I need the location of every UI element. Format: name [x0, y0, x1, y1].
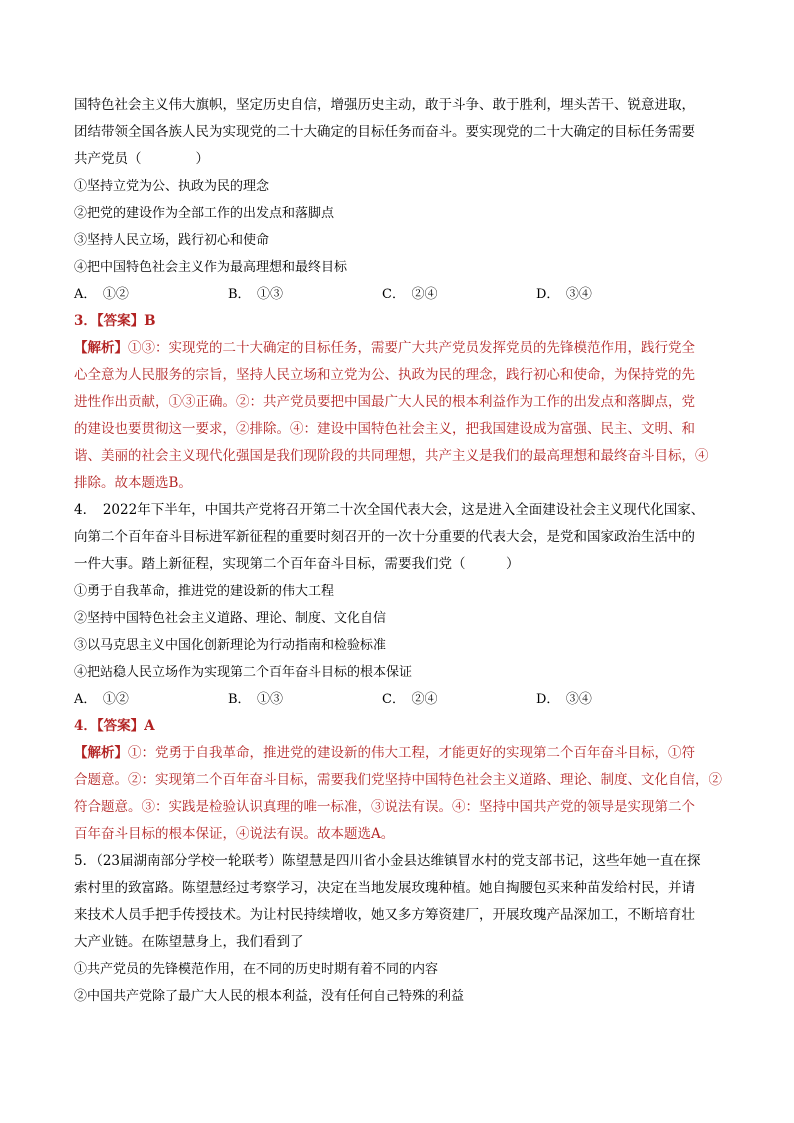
analysis-line: 符合题意。③：实践是检验认识真理的唯一标准，③说法有误。④：坚持中国共产党的领导是实现第二个: [74, 799, 695, 815]
question-5: [74, 848, 724, 1010]
option-c: C． ②④: [382, 692, 438, 707]
analysis-text: ①③：实现党的二十大确定的目标任务，需要广大共产党员发挥党员的先锋模范作用，践行党全: [128, 340, 695, 356]
answer-options: [74, 686, 724, 713]
analysis-line: 心全意为人民服务的宗旨，坚持人民立场和立党为公、执政为民的理念，践行初心和使命，为保持党的先: [74, 367, 695, 383]
answer-label: 3．【答案】B: [74, 313, 156, 329]
option-b: B． ①③: [228, 692, 284, 707]
question-stem-line: 4． 2022年下半年，中国共产党将召开第二十次全国代表大会，这是进入全面建设社会主义现代化国家、: [74, 502, 705, 518]
statement-item: ①勇于自我革命，推进党的建设新的伟大工程: [74, 584, 335, 599]
analysis-line: [74, 740, 724, 767]
analysis-line: 的建设也要贯彻这一要求，②排除。④：建设中国特色社会主义，把我国建设成为富强、民主、文明、和: [74, 421, 695, 437]
analysis-tag: 【解析】: [74, 340, 128, 356]
statement-item: ③坚持人民立场，践行初心和使命: [74, 233, 270, 248]
question-4: [74, 497, 724, 848]
answer-label: 4．【答案】A: [74, 718, 155, 734]
analysis-text: ①：党勇于自我革命，推进党的建设新的伟大工程，才能更好的实现第二个百年奋斗目标，①符: [128, 745, 695, 761]
question-stem-line: 团结带领全国各族人民为实现党的二十大确定的目标任务而奋斗。要实现党的二十大确定的目标任务需要: [74, 124, 695, 140]
answer-options: [74, 281, 724, 308]
option-d: D． ③④: [536, 692, 592, 707]
analysis-line: 百年奋斗目标的根本保证，④说法有误。故本题选A。: [74, 826, 395, 842]
question-stem-line: 一件大事。踏上新征程，实现第二个百年奋斗目标，需要我们党（ ）: [74, 556, 520, 572]
question-stem-line: 共产党员（ ）: [74, 151, 209, 167]
question-3: [74, 92, 724, 497]
analysis-line: [74, 335, 724, 362]
option-c: C． ②④: [382, 287, 438, 302]
question-stem-line: 来技术人员手把手传授技术。为让村民持续增收，她又多方筹资建厂，开展玫瑰产品深加工，不断培育壮: [74, 907, 695, 923]
analysis-line: 谐、美丽的社会主义现代化强国是我们现阶段的共同理想，共产主义是我们的最高理想和最终奋斗目标，④: [74, 448, 709, 464]
question-stem-line: 国特色社会主义伟大旗帜，坚定历史自信，增强历史主动，敢于斗争、敢于胜利，埋头苦干、锐意进取，: [74, 97, 695, 113]
option-d: D． ③④: [536, 287, 592, 302]
analysis-line: 进性作出贡献，①③正确。②：共产党员要把中国最广大人民的根本利益作为工作的出发点和落脚点，党: [74, 394, 695, 410]
statement-item: ②中国共产党除了最广大人民的根本利益，没有任何自己特殊的利益: [74, 989, 465, 1004]
analysis-tag: 【解析】: [74, 745, 128, 761]
question-stem-line: 索村里的致富路。陈望慧经过考察学习，决定在当地发展玫瑰种植。她自掏腰包买来种苗发给村民，并请: [74, 880, 695, 896]
statement-item: ①共产党员的先锋模范作用，在不同的历史时期有着不同的内容: [74, 962, 439, 977]
analysis-line: 合题意。②：实现第二个百年奋斗目标，需要我们党坚持中国特色社会主义道路、理论、制度、文化自信，②: [74, 772, 722, 788]
statement-item: ②坚持中国特色社会主义道路、理论、制度、文化自信: [74, 611, 387, 626]
question-stem-line: 5．（23届湖南部分学校一轮联考）陈望慧是四川省小金县达维镇冒水村的党支部书记，这些年她一直在探: [74, 853, 701, 869]
document-content: [74, 92, 724, 1010]
analysis-line: 排除。故本题选B。: [74, 475, 192, 491]
statement-item: ③以马克思主义中国化创新理论为行动指南和检验标准: [74, 638, 387, 653]
option-a: A． ①②: [74, 692, 129, 707]
statement-item: ④把站稳人民立场作为实现第二个百年奋斗目标的根本保证: [74, 665, 413, 680]
statement-item: ②把党的建设作为全部工作的出发点和落脚点: [74, 206, 335, 221]
option-b: B． ①③: [228, 287, 284, 302]
statement-item: ①坚持立党为公、执政为民的理念: [74, 179, 270, 194]
question-stem-line: 向第二个百年奋斗目标进军新征程的重要时刻召开的一次十分重要的代表大会，是党和国家政治生活中的: [74, 529, 695, 545]
statement-item: ④把中国特色社会主义作为最高理想和最终目标: [74, 260, 348, 275]
question-stem-line: 大产业链。在陈望慧身上，我们看到了: [74, 934, 304, 950]
option-a: A． ①②: [74, 287, 129, 302]
